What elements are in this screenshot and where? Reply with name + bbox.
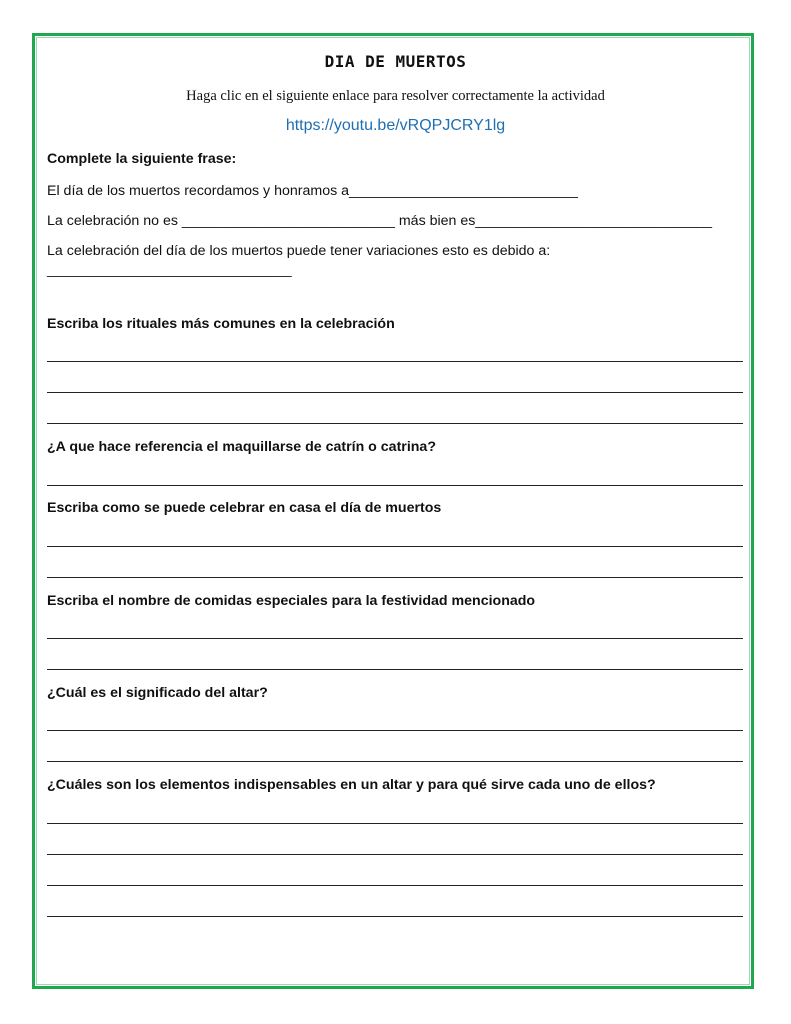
answer-line[interactable] (47, 638, 743, 639)
answer-line[interactable] (47, 916, 743, 917)
instructions: Haga clic en el siguiente enlace para resolver correctamente la actividad (186, 88, 605, 104)
answer-line[interactable] (47, 761, 743, 762)
answer-line[interactable] (47, 885, 743, 886)
answer-line[interactable] (47, 546, 743, 547)
answer-line[interactable] (47, 669, 743, 670)
answer-line[interactable] (47, 423, 743, 424)
answer-line[interactable] (47, 577, 743, 578)
question-altar-elements: ¿Cuáles son los elementos indispensables en un altar y para qué sirve cada uno de ellos? (47, 777, 656, 793)
sentence-3: La celebración del día de los muertos puede tener variaciones esto es debido a: (47, 243, 551, 259)
question-rituals: Escriba los rituales más comunes en la celebración (47, 316, 395, 332)
answer-line[interactable] (47, 854, 743, 855)
question-altar-meaning: ¿Cuál es el significado del altar? (47, 685, 268, 701)
question-catrina: ¿A que hace referencia el maquillarse de catrín o catrina? (47, 439, 436, 455)
sentence-3-blank: _______________________________ (47, 262, 292, 278)
answer-line[interactable] (47, 485, 743, 486)
section-heading: Complete la siguiente frase: (47, 151, 237, 167)
video-link[interactable]: https://youtu.be/vRQPJCRY1lg (285, 117, 506, 134)
question-celebrate-home: Escriba como se puede celebrar en casa el día de muertos (47, 500, 442, 516)
answer-line[interactable] (47, 730, 743, 731)
sentence-1: El día de los muertos recordamos y honramos a_____________________________ (47, 183, 578, 199)
answer-line[interactable] (47, 823, 743, 824)
worksheet-title: DIA DE MUERTOS (324, 52, 467, 71)
sentence-2: La celebración no es ___________________________ más bien es______________________________ (47, 213, 713, 229)
answer-line[interactable] (47, 361, 743, 362)
question-foods: Escriba el nombre de comidas especiales para la festividad mencionado (47, 593, 536, 609)
answer-line[interactable] (47, 392, 743, 393)
video-link-row (0, 117, 791, 135)
